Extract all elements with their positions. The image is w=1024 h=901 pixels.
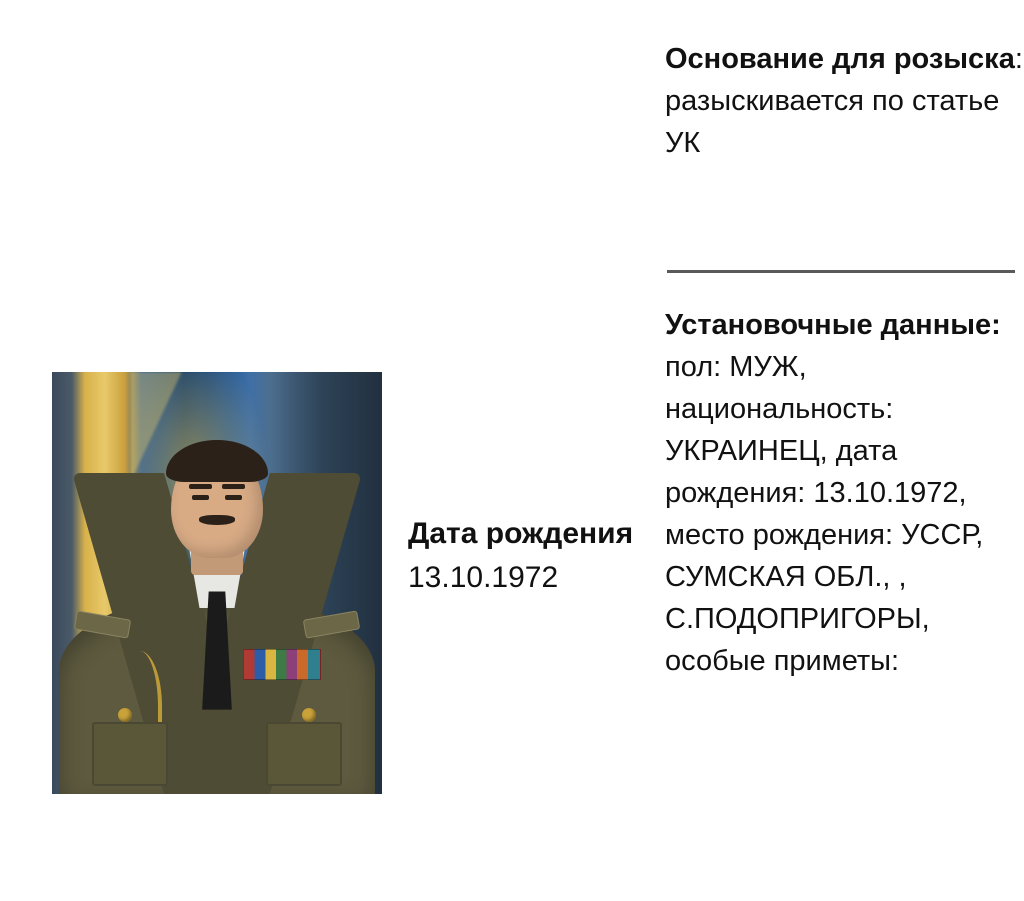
identity-data-block	[665, 304, 1020, 682]
search-reason-heading-suffix: :	[1014, 43, 1023, 75]
search-reason-block	[665, 38, 1024, 164]
birth-date-value: 13.10.1972	[408, 561, 559, 594]
identity-data-text: пол: МУЖ, национальность: УКРАИНЕЦ, дата рождения: 13.10.1972, место рождения: УССР, СУМСКАЯ ОБЛ., , С.ПОДОПРИГОРЫ, особые приметы:	[665, 351, 984, 677]
right-column	[665, 0, 1024, 901]
search-reason-text: разыскивается по статье УК	[665, 85, 1000, 159]
person-eye-right	[225, 495, 242, 500]
person-moustache	[199, 515, 235, 524]
person-hair	[166, 440, 268, 482]
birth-date-block	[408, 512, 638, 600]
identity-data-heading: Установочные данные:	[665, 309, 1001, 341]
photo-person-figure	[52, 372, 382, 794]
person-photo	[52, 372, 382, 794]
uniform-medal-ribbons	[243, 649, 321, 681]
uniform-pocket-left	[92, 722, 169, 785]
person-eyebrow-right	[222, 484, 245, 489]
search-reason-heading: Основание для розыска	[665, 43, 1015, 75]
uniform-pocket-right	[266, 722, 343, 785]
person-eye-left	[192, 495, 209, 500]
birth-date-label: Дата рождения	[408, 517, 634, 550]
person-eyebrow-left	[189, 484, 212, 489]
